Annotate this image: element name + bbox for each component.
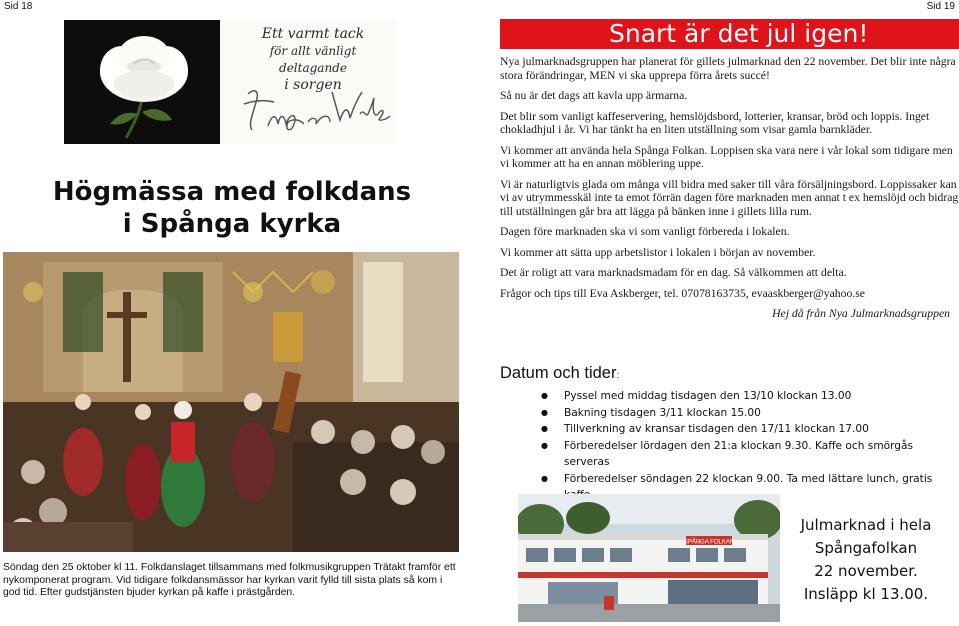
market-line: 22 november. [814,562,918,580]
article-paragraph: Så nu är det dags att kavla upp ärmarna. [500,89,688,102]
spanga-folkan-photo [518,494,780,622]
memorial-line: Ett varmt tack [261,26,365,42]
left-caption: Söndag den 25 oktober kl 11. Folkdanslaget tillsammans med folkmusikgruppen Trätakt framför ett nykomponerat program. Vid tidigare folkdansmässor har kyrkan varit fylld till sista plats så kom i god tid. Efter gudstjänsten bjuder kyrkan på kaffe i prästgården. [3,562,456,598]
dates-title-text: Datum och tider [500,364,617,382]
left-heading [52,176,412,240]
list-item: ● Förberedelser lördagen den 21:a klockan 9.30. Kaffe och smörgås serveras [546,438,958,471]
article-body [500,55,959,328]
list-item: ● Bakning tisdagen 3/11 klockan 15.00 [546,405,958,422]
memorial-line: i sorgen [284,77,342,93]
article-paragraph: Vi är naturligtvis glada om många vill bidra med saker till våra försäljningsbord. Loppissaker kan vi av utrymmesskäl inte ta emot förrän dagen före marknaden men annat t ex hemslöjd och bidrag till utställningen går bra att lägga på bänken inne i gillets lilla rum. [500,177,959,218]
page-number-left: Sid 18 [4,1,33,12]
article-paragraph: Nya julmarknadsgruppen har planerat för gillets julmarknad den 22 november. Det blir inte några stora förändringar, MEN vi ska upprepa förra årets succé! [500,55,956,82]
article-paragraph: Vi kommer att sätta upp arbetslistor i lokalen i början av november. [500,245,816,259]
dates-list [546,388,958,504]
list-item: ● Pyssel med middag tisdagen den 13/10 klockan 13.00 [546,388,958,405]
banner-title: Snart är det jul igen! [500,19,959,49]
market-info-box [786,514,946,606]
article-paragraph: Vi kommer att använda hela Spånga Folkan. Loppisen ska vara nere i vår lokal som tidigare men vi kommer att ha en annan möblering uppe. [500,143,953,170]
article-signoff: Hej då från Nya Julmarknadsgruppen [772,307,950,320]
memorial-line: för allt vänligt deltagande [269,44,357,75]
market-line: Spångafolkan [814,539,918,557]
handwritten-signature [240,84,392,140]
shop-sign-text: SPÅNGA FOLKAN [683,539,735,546]
dates-title-colon: : [616,370,620,381]
church-folkdance-photo [3,252,459,552]
market-line: Insläpp kl 13.00. [803,585,929,603]
article-paragraph: Dagen före marknaden ska vi som vanligt förbereda i lokalen. [500,225,790,238]
memorial-card [64,20,396,144]
list-item: ● Tillverkning av kransar tisdagen den 17/11 klockan 17.00 [546,421,958,438]
article-paragraph: Frågor och tips till Eva Askberger, tel. 07078163735, evaaskberger@yahoo.se [500,286,865,300]
heading-line: Högmässa med folkdans [52,177,412,207]
page-number-right: Sid 19 [926,1,955,12]
article-paragraph: Det är roligt att vara marknadsmadam för en dag. Så välkommen att delta. [500,266,847,279]
article-paragraph: Det blir som vanligt kaffeservering, hemslöjdsbord, lotterier, kransar, bröd och loppis. Inget chokladhjul i år. Vi har tänkt ha en liten utställning som visar gamla barnkläder. [500,109,930,136]
heading-line: i Spånga kyrka [122,209,342,239]
list-item: ● Förberedelser söndagen 22 klockan 9.00. Ta med lättare lunch, gratis [546,471,958,504]
dates-title [500,364,619,383]
market-line: Julmarknad i hela [800,516,932,534]
white-rose-image [64,20,220,144]
